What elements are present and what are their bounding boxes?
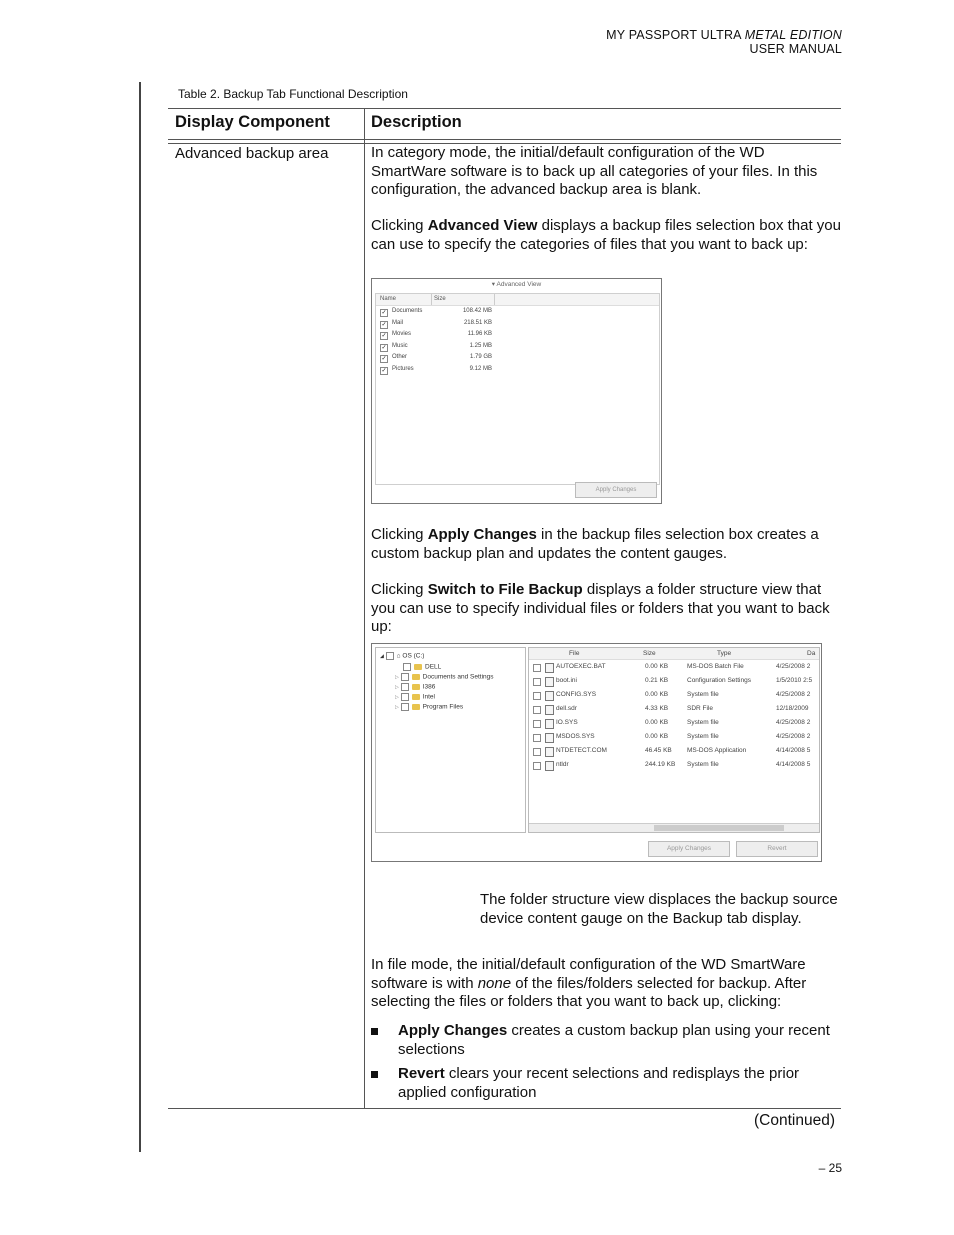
file-row[interactable]: IO.SYS 0.00 KB System file 4/25/2008 2 — [529, 718, 819, 729]
paragraph-category-mode: In category mode, the initial/default configuration of the WD SmartWare software is to back up all categories of your files. In this configuration, the advanced backup area is blank. — [371, 144, 818, 199]
checkbox-icon[interactable] — [533, 762, 541, 770]
file-icon — [545, 705, 554, 715]
paragraph-apply-changes: Clicking Apply Changes in the backup files selection box creates a custom backup plan and updates the content gauges. — [371, 526, 819, 562]
category-list-panel — [375, 293, 660, 485]
margin-rule — [139, 82, 141, 1152]
file-row[interactable]: NTDETECT.COM 46.45 KB MS-DOS Application 4/14/2008 5 — [529, 746, 819, 757]
folder-tree — [375, 647, 526, 833]
column-header-component: Display Component — [175, 113, 330, 131]
running-header — [606, 28, 842, 56]
header-subtitle: USER MANUAL — [749, 42, 842, 56]
category-row[interactable]: ✓ Movies 11.96 KB — [381, 331, 492, 339]
tree-item-folder[interactable]: ▷ Documents and Settings — [395, 673, 494, 681]
file-icon — [545, 747, 554, 757]
header-title: MY PASSPORT ULTRA METAL EDITION — [606, 28, 842, 42]
tree-item-folder[interactable]: ▷ Program Files — [395, 703, 464, 711]
tree-item-folder[interactable]: DELL — [403, 663, 441, 673]
tree-item-folder[interactable]: ▷ Intel — [395, 693, 435, 701]
component-name: Advanced backup area — [175, 145, 329, 162]
checkbox-checked-icon[interactable]: ✓ — [381, 345, 387, 351]
checkbox-icon[interactable] — [533, 734, 541, 742]
category-row[interactable]: ✓ Music 1.25 MB — [381, 343, 492, 351]
file-icon — [545, 663, 554, 673]
file-row[interactable]: MSDOS.SYS 0.00 KB System file 4/25/2008 2 — [529, 732, 819, 743]
advanced-view-screenshot — [371, 278, 662, 504]
checkbox-icon[interactable] — [533, 706, 541, 714]
file-icon — [545, 761, 554, 771]
file-icon — [545, 677, 554, 687]
checkbox-icon[interactable] — [403, 663, 411, 671]
checkbox-icon[interactable] — [533, 720, 541, 728]
checkbox-icon[interactable] — [401, 683, 409, 691]
file-row[interactable]: boot.ini 0.21 KB Configuration Settings 1/5/2010 2:5 — [529, 676, 819, 687]
paragraph-advanced-view: Clicking Advanced View displays a backup files selection box that you can use to specify the categories of files that you want to back up: — [371, 217, 841, 253]
file-list — [528, 647, 820, 833]
table-top-rule — [168, 108, 841, 109]
scrollbar-thumb[interactable] — [654, 825, 784, 831]
checkbox-icon[interactable] — [386, 652, 394, 660]
column-size[interactable]: Size — [643, 650, 656, 657]
column-name: Name — [380, 296, 397, 302]
category-row[interactable]: ✓ Documents 108.42 MB — [381, 308, 492, 316]
category-row[interactable]: ✓ Pictures 9.12 MB — [381, 366, 492, 374]
file-row[interactable]: dell.sdr 4.33 KB SDR File 12/18/2009 — [529, 704, 819, 715]
note-text: The folder structure view displaces the backup source device content gauge on the Backup tab display. — [480, 891, 838, 927]
column-header-description: Description — [371, 113, 462, 131]
checkbox-icon[interactable] — [533, 678, 541, 686]
folder-icon — [414, 664, 422, 670]
column-type[interactable]: Type — [717, 650, 732, 657]
tree-item-drive[interactable]: ◢ ⌂ OS (C:) — [380, 652, 425, 660]
folder-icon — [412, 684, 420, 690]
folder-icon — [412, 674, 420, 680]
checkbox-icon[interactable] — [401, 693, 409, 701]
file-row[interactable]: AUTOEXEC.BAT 0.00 KB MS-DOS Batch File 4/25/2008 2 — [529, 662, 819, 673]
category-row[interactable]: ✓ Other 1.79 GB — [381, 354, 492, 362]
file-row[interactable]: ntldr 244.19 KB System file 4/14/2008 5 — [529, 760, 819, 771]
checkbox-checked-icon[interactable]: ✓ — [381, 333, 387, 339]
tree-item-folder[interactable]: ▷ I386 — [395, 683, 436, 691]
file-icon — [545, 691, 554, 701]
checkbox-icon[interactable] — [401, 673, 409, 681]
bullet-square-icon — [371, 1028, 378, 1035]
page-number: – 25 — [818, 1161, 842, 1175]
folder-icon — [412, 694, 420, 700]
column-size: Size — [434, 296, 446, 302]
apply-changes-button[interactable]: Apply Changes — [575, 482, 657, 498]
checkbox-icon[interactable] — [533, 748, 541, 756]
folder-icon — [412, 704, 420, 710]
file-icon — [545, 719, 554, 729]
column-date[interactable]: Da — [807, 650, 816, 657]
file-list-header — [529, 648, 819, 660]
checkbox-checked-icon[interactable]: ✓ — [381, 356, 387, 362]
category-row[interactable]: ✓ Mail 218.51 KB — [381, 320, 492, 328]
paragraph-switch-file-backup: Clicking Switch to File Backup displays a folder structure view that you can use to specify individual files or folders that you want to back up: — [371, 581, 830, 636]
advanced-view-toggle[interactable]: ▾ Advanced View — [491, 281, 542, 288]
apply-changes-button[interactable]: Apply Changes — [648, 841, 730, 857]
drive-icon: ⌂ — [396, 652, 401, 660]
checkbox-checked-icon[interactable]: ✓ — [381, 310, 387, 316]
file-row[interactable]: CONFIG.SYS 0.00 KB System file 4/25/2008 2 — [529, 690, 819, 701]
table-bottom-rule — [168, 1108, 841, 1109]
checkbox-checked-icon[interactable]: ✓ — [381, 368, 387, 374]
paragraph-file-mode: In file mode, the initial/default configuration of the WD SmartWare software is with none of the files/folders selected for backup. After selecting the files or folders that you want to back up, clicking: — [371, 956, 807, 1011]
continued-label: (Continued) — [754, 1112, 835, 1129]
bullet-square-icon — [371, 1071, 378, 1078]
checkbox-icon[interactable] — [401, 703, 409, 711]
category-list-header — [376, 294, 659, 306]
checkbox-icon[interactable] — [533, 692, 541, 700]
checkbox-checked-icon[interactable]: ✓ — [381, 322, 387, 328]
column-file[interactable]: File — [569, 650, 580, 657]
checkbox-icon[interactable] — [533, 664, 541, 672]
table-caption: Table 2. Backup Tab Functional Description — [178, 87, 408, 101]
revert-button[interactable]: Revert — [736, 841, 818, 857]
table-header-rule-1 — [168, 139, 841, 140]
horizontal-scrollbar[interactable] — [529, 823, 819, 832]
file-icon — [545, 733, 554, 743]
file-backup-screenshot — [371, 643, 822, 862]
table-column-divider — [364, 109, 365, 1108]
